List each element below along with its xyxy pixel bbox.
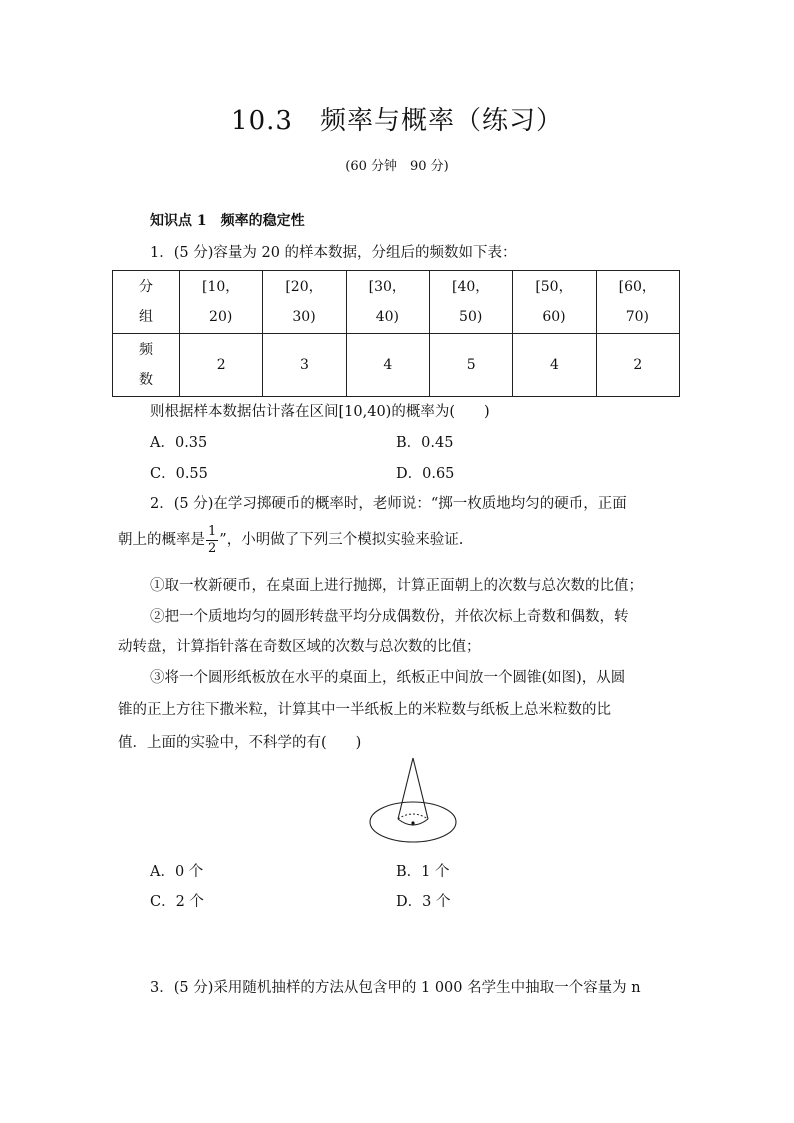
q1-option-a: A．0.35 <box>150 435 208 451</box>
header-char: 数 <box>139 372 153 388</box>
time-score-subtitle: (60 分钟 90 分) <box>345 159 449 174</box>
group-upper: 40) <box>375 309 399 325</box>
count-cell: 2 <box>180 334 263 397</box>
group-upper: 30) <box>292 309 316 325</box>
table-header-cell <box>113 334 180 397</box>
header-char: 频 <box>139 342 153 358</box>
group-lower: [10， <box>202 279 240 295</box>
q2-option-c: C．2 个 <box>150 894 204 910</box>
table-header-cell <box>113 271 180 334</box>
group-cell <box>513 271 596 334</box>
cone-center-dot <box>411 821 414 824</box>
count-cell: 4 <box>346 334 429 397</box>
group-cell <box>429 271 512 334</box>
fraction-denominator: 2 <box>208 540 217 556</box>
q1-option-b: B．0.45 <box>396 435 454 451</box>
q2-item2-b: 动转盘，计算指针落在奇数区域的次数与总次数的比值； <box>118 639 481 655</box>
q2-option-a: A．0 个 <box>150 864 204 880</box>
q2-item2-a: ②把一个质地均匀的圆形转盘平均分成偶数份，并依次标上奇数和偶数，转 <box>150 609 629 625</box>
q2-line2-pre: 朝上的概率是 <box>118 532 205 548</box>
frequency-table <box>112 270 680 397</box>
count-cell: 3 <box>263 334 346 397</box>
q2-option-b: B．1 个 <box>396 864 450 880</box>
count-cell: 2 <box>596 334 679 397</box>
fraction-one-half <box>206 524 218 557</box>
group-upper: 50) <box>459 309 483 325</box>
group-lower: [40， <box>451 279 490 295</box>
group-upper: 20) <box>209 309 233 325</box>
fraction-numerator: 1 <box>208 523 217 539</box>
group-lower: [50， <box>535 279 573 295</box>
q2-option-d: D．3 个 <box>396 894 451 910</box>
group-lower: [20， <box>285 279 323 295</box>
q2-line1: 2．(5 分)在学习掷硬币的概率时，老师说：“掷一枚质地均匀的硬币，正面 <box>150 496 627 512</box>
q2-item3-b: 锥的正上方往下撒米粒，计算其中一半纸板上的米粒数与纸板上总米粒数的比 <box>118 702 611 718</box>
group-lower: [60， <box>618 279 656 295</box>
q2-item1: ①取一枚新硬币，在桌面上进行抛掷，计算正面朝上的次数与总次数的比值； <box>150 578 643 594</box>
page-title: 10.3 频率与概率（练习） <box>231 106 563 136</box>
group-upper: 60) <box>542 309 566 325</box>
group-cell <box>346 271 429 334</box>
q2-item3-a: ③将一个圆形纸板放在水平的桌面上，纸板正中间放一个圆锥(如图)，从圆 <box>150 670 626 686</box>
group-cell <box>596 271 679 334</box>
q1-option-c: C．0.55 <box>150 466 208 482</box>
group-upper: 70) <box>625 309 649 325</box>
q1-stem: 1．(5 分)容量为 20 的样本数据，分组后的频数如下表： <box>150 245 517 261</box>
cone-base-back <box>398 814 428 819</box>
q2-line2-post: ”，小明做了下列三个模拟实验来验证. <box>219 532 464 548</box>
table-row <box>113 334 680 397</box>
group-cell <box>180 271 263 334</box>
group-cell <box>263 271 346 334</box>
q3-line1: 3．(5 分)采用随机抽样的方法从包含甲的 1 000 名学生中抽取一个容量为 n <box>150 980 641 996</box>
table-row <box>113 271 680 334</box>
cone-left-edge <box>398 758 413 819</box>
cone-right-edge <box>413 758 428 819</box>
q1-question: 则根据样本数据估计落在区间[10,40)的概率为( ) <box>150 404 490 420</box>
q2-line2 <box>118 520 463 560</box>
header-char: 分 <box>139 279 153 295</box>
q2-item3-c: 值．上面的实验中，不科学的有( ) <box>118 735 362 751</box>
q1-option-d: D．0.65 <box>396 466 455 482</box>
count-cell: 4 <box>513 334 596 397</box>
group-lower: [30， <box>368 279 406 295</box>
cone-on-board-figure <box>368 755 458 850</box>
header-char: 组 <box>139 309 153 325</box>
count-cell: 5 <box>429 334 512 397</box>
section-heading: 知识点 1 频率的稳定性 <box>150 213 305 229</box>
